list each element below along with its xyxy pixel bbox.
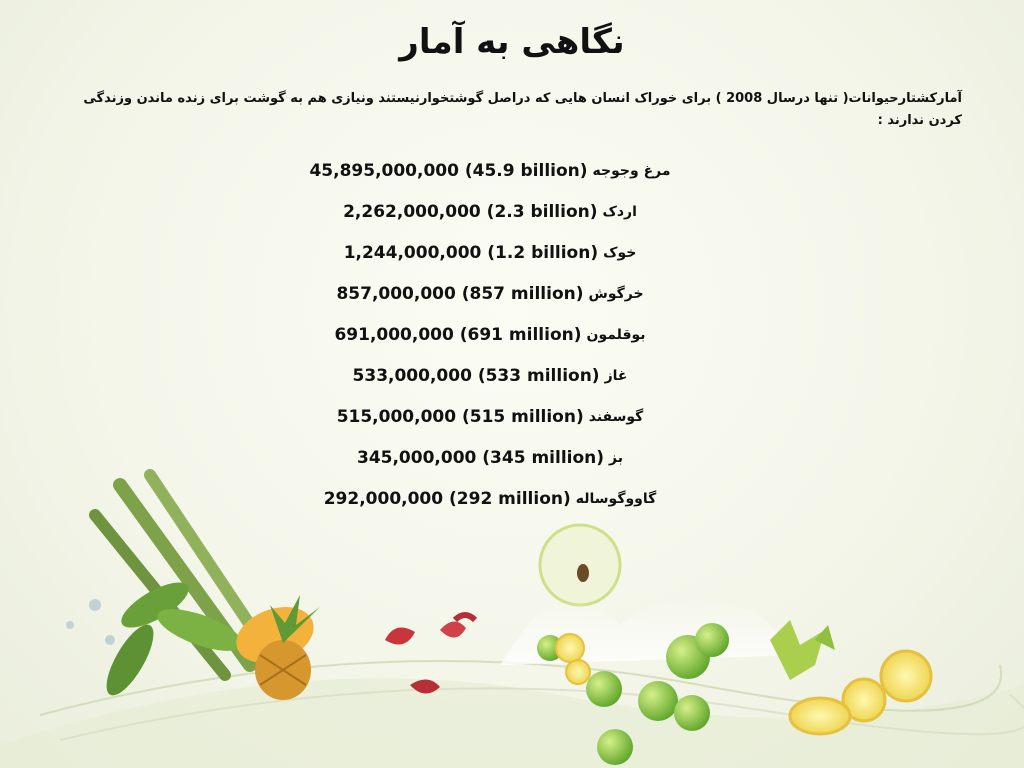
stat-value: 2,262,000,000 (2.3 billion) [343,201,598,222]
stat-row [0,273,980,314]
stat-animal: بوقلمون [586,326,646,343]
intro-paragraph: آمارکشتارحیوانات( تنها درسال 2008 ) برای خوراک انسان هایی که دراصل گوشتخوارنیستند ونیازی هم به گوشت برای زنده ماندن وزندگی کردن ندارند : [83,91,962,128]
stat-value: 691,000,000 (691 million) [334,324,582,345]
apple-half-icon [540,525,620,605]
stat-value: 292,000,000 (292 million) [323,488,571,509]
stat-row [0,232,980,273]
stat-row [0,355,980,396]
slide-title: نگاهی به آمار [399,22,625,62]
stat-row [0,150,980,191]
stat-value: 345,000,000 (345 million) [356,447,605,468]
fruit-splash-illustration [0,455,1024,768]
stat-value: 533,000,000 (533 million) [352,365,600,386]
stat-animal: بز [609,449,623,466]
droplets-icon [66,599,115,645]
stat-animal: غاز [604,367,628,384]
stat-animal: گوسفند [588,408,644,425]
stat-value: 515,000,000 (515 million) [336,406,584,427]
stat-animal: گاووگوساله [575,490,657,507]
stat-value: 1,244,000,000 (1.2 billion) [343,242,599,263]
stat-animal: مرغ وجوجه [592,162,671,179]
stat-value: 857,000,000 (857 million) [336,283,584,304]
stat-row [0,191,980,232]
stat-animal: اردک [602,203,637,220]
stat-row [0,314,980,355]
stat-animal: خرگوش [588,285,644,302]
stat-row [0,396,980,437]
stat-value: 45,895,000,000 (45.9 billion) [309,160,588,181]
starfruit-icon [770,620,835,680]
stat-animal: خوک [603,244,637,261]
